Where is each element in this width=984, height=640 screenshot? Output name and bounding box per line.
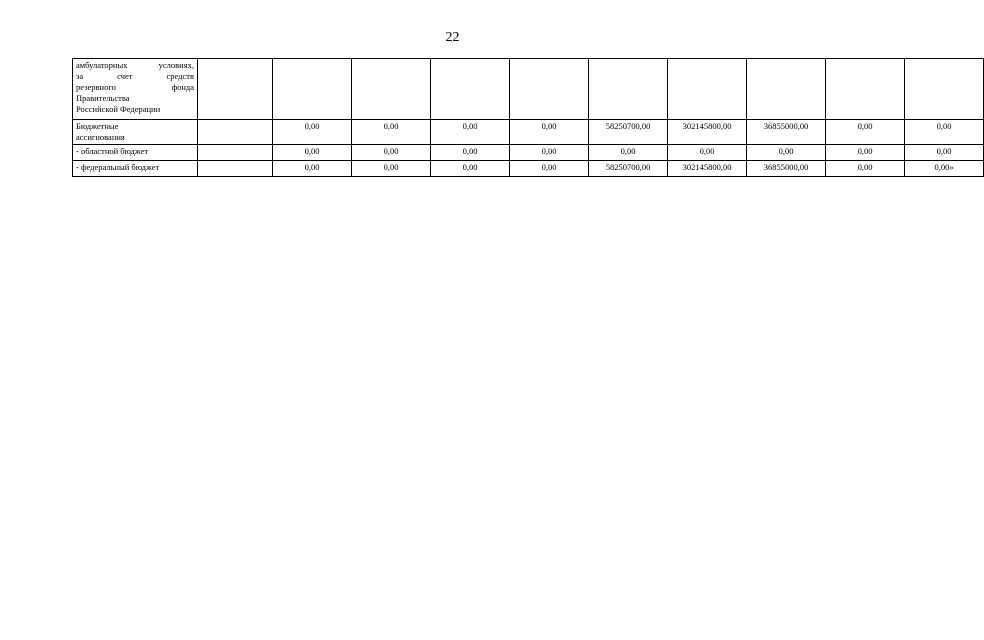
row-label-line: ассигнования <box>76 131 125 142</box>
table-cell-value: 36855000,00 <box>747 120 826 145</box>
table-cell-value: 58250700,00 <box>589 161 668 177</box>
table-cell-value: 0,00 <box>668 145 747 161</box>
table-cell-value <box>431 59 510 120</box>
table-cell-value: 0,00 <box>905 120 984 145</box>
table-cell-value: 0,00 <box>510 120 589 145</box>
table-row <box>73 145 984 161</box>
table-cell-value: 302145800,00 <box>668 161 747 177</box>
table-cell-value: 0,00 <box>431 120 510 145</box>
table-cell-value: 0,00 <box>905 145 984 161</box>
table-cell-value <box>668 59 747 120</box>
table-cell-value <box>510 59 589 120</box>
table-cell-value: 0,00 <box>826 120 905 145</box>
table-cell-value: 0,00 <box>273 161 352 177</box>
table-cell-value: 0,00 <box>352 145 431 161</box>
table-cell-value: 0,00 <box>826 145 905 161</box>
budget-table <box>72 58 984 177</box>
table-cell-value <box>273 59 352 120</box>
table-cell-value: 302145800,00 <box>668 120 747 145</box>
table-cell-value: 0,00 <box>826 161 905 177</box>
row-blank-cell <box>198 161 273 177</box>
table-cell-value: 0,00 <box>352 161 431 177</box>
table-cell-value: 0,00 <box>352 120 431 145</box>
table-cell-value: 36855000,00 <box>747 161 826 177</box>
row-blank-cell <box>198 59 273 120</box>
row-label-line: - федеральный бюджет <box>76 162 160 172</box>
table-cell-value: 0,00» <box>905 161 984 177</box>
table-cell-value: 0,00 <box>747 145 826 161</box>
row-label-cell <box>73 59 198 120</box>
table-cell-value: 58250700,00 <box>589 120 668 145</box>
row-label-line: - областной бюджет <box>76 146 149 156</box>
table-cell-value <box>352 59 431 120</box>
table-row <box>73 59 984 120</box>
budget-table-container <box>72 58 954 177</box>
row-blank-cell <box>198 145 273 161</box>
row-label-cell <box>73 161 198 177</box>
table-cell-value <box>747 59 826 120</box>
table-row <box>73 120 984 145</box>
table-cell-value <box>905 59 984 120</box>
row-label-line: Российской Федерации <box>76 103 161 114</box>
row-label-line: за счет средств <box>76 71 194 82</box>
row-label-line: резервного фонда <box>76 82 194 93</box>
row-label-line: амбулаторных условиях, <box>76 60 194 70</box>
row-label-line: Бюджетные <box>76 121 119 131</box>
table-cell-value: 0,00 <box>431 145 510 161</box>
table-cell-value: 0,00 <box>510 145 589 161</box>
table-row <box>73 161 984 177</box>
row-label-cell <box>73 120 198 145</box>
page-number: 22 <box>445 30 460 45</box>
table-cell-value: 0,00 <box>431 161 510 177</box>
table-cell-value: 0,00 <box>273 145 352 161</box>
table-cell-value: 0,00 <box>273 120 352 145</box>
row-label-line: Правительства <box>76 93 130 104</box>
table-cell-value: 0,00 <box>510 161 589 177</box>
table-cell-value <box>589 59 668 120</box>
row-blank-cell <box>198 120 273 145</box>
row-label-cell <box>73 145 198 161</box>
table-cell-value <box>826 59 905 120</box>
table-cell-value: 0,00 <box>589 145 668 161</box>
